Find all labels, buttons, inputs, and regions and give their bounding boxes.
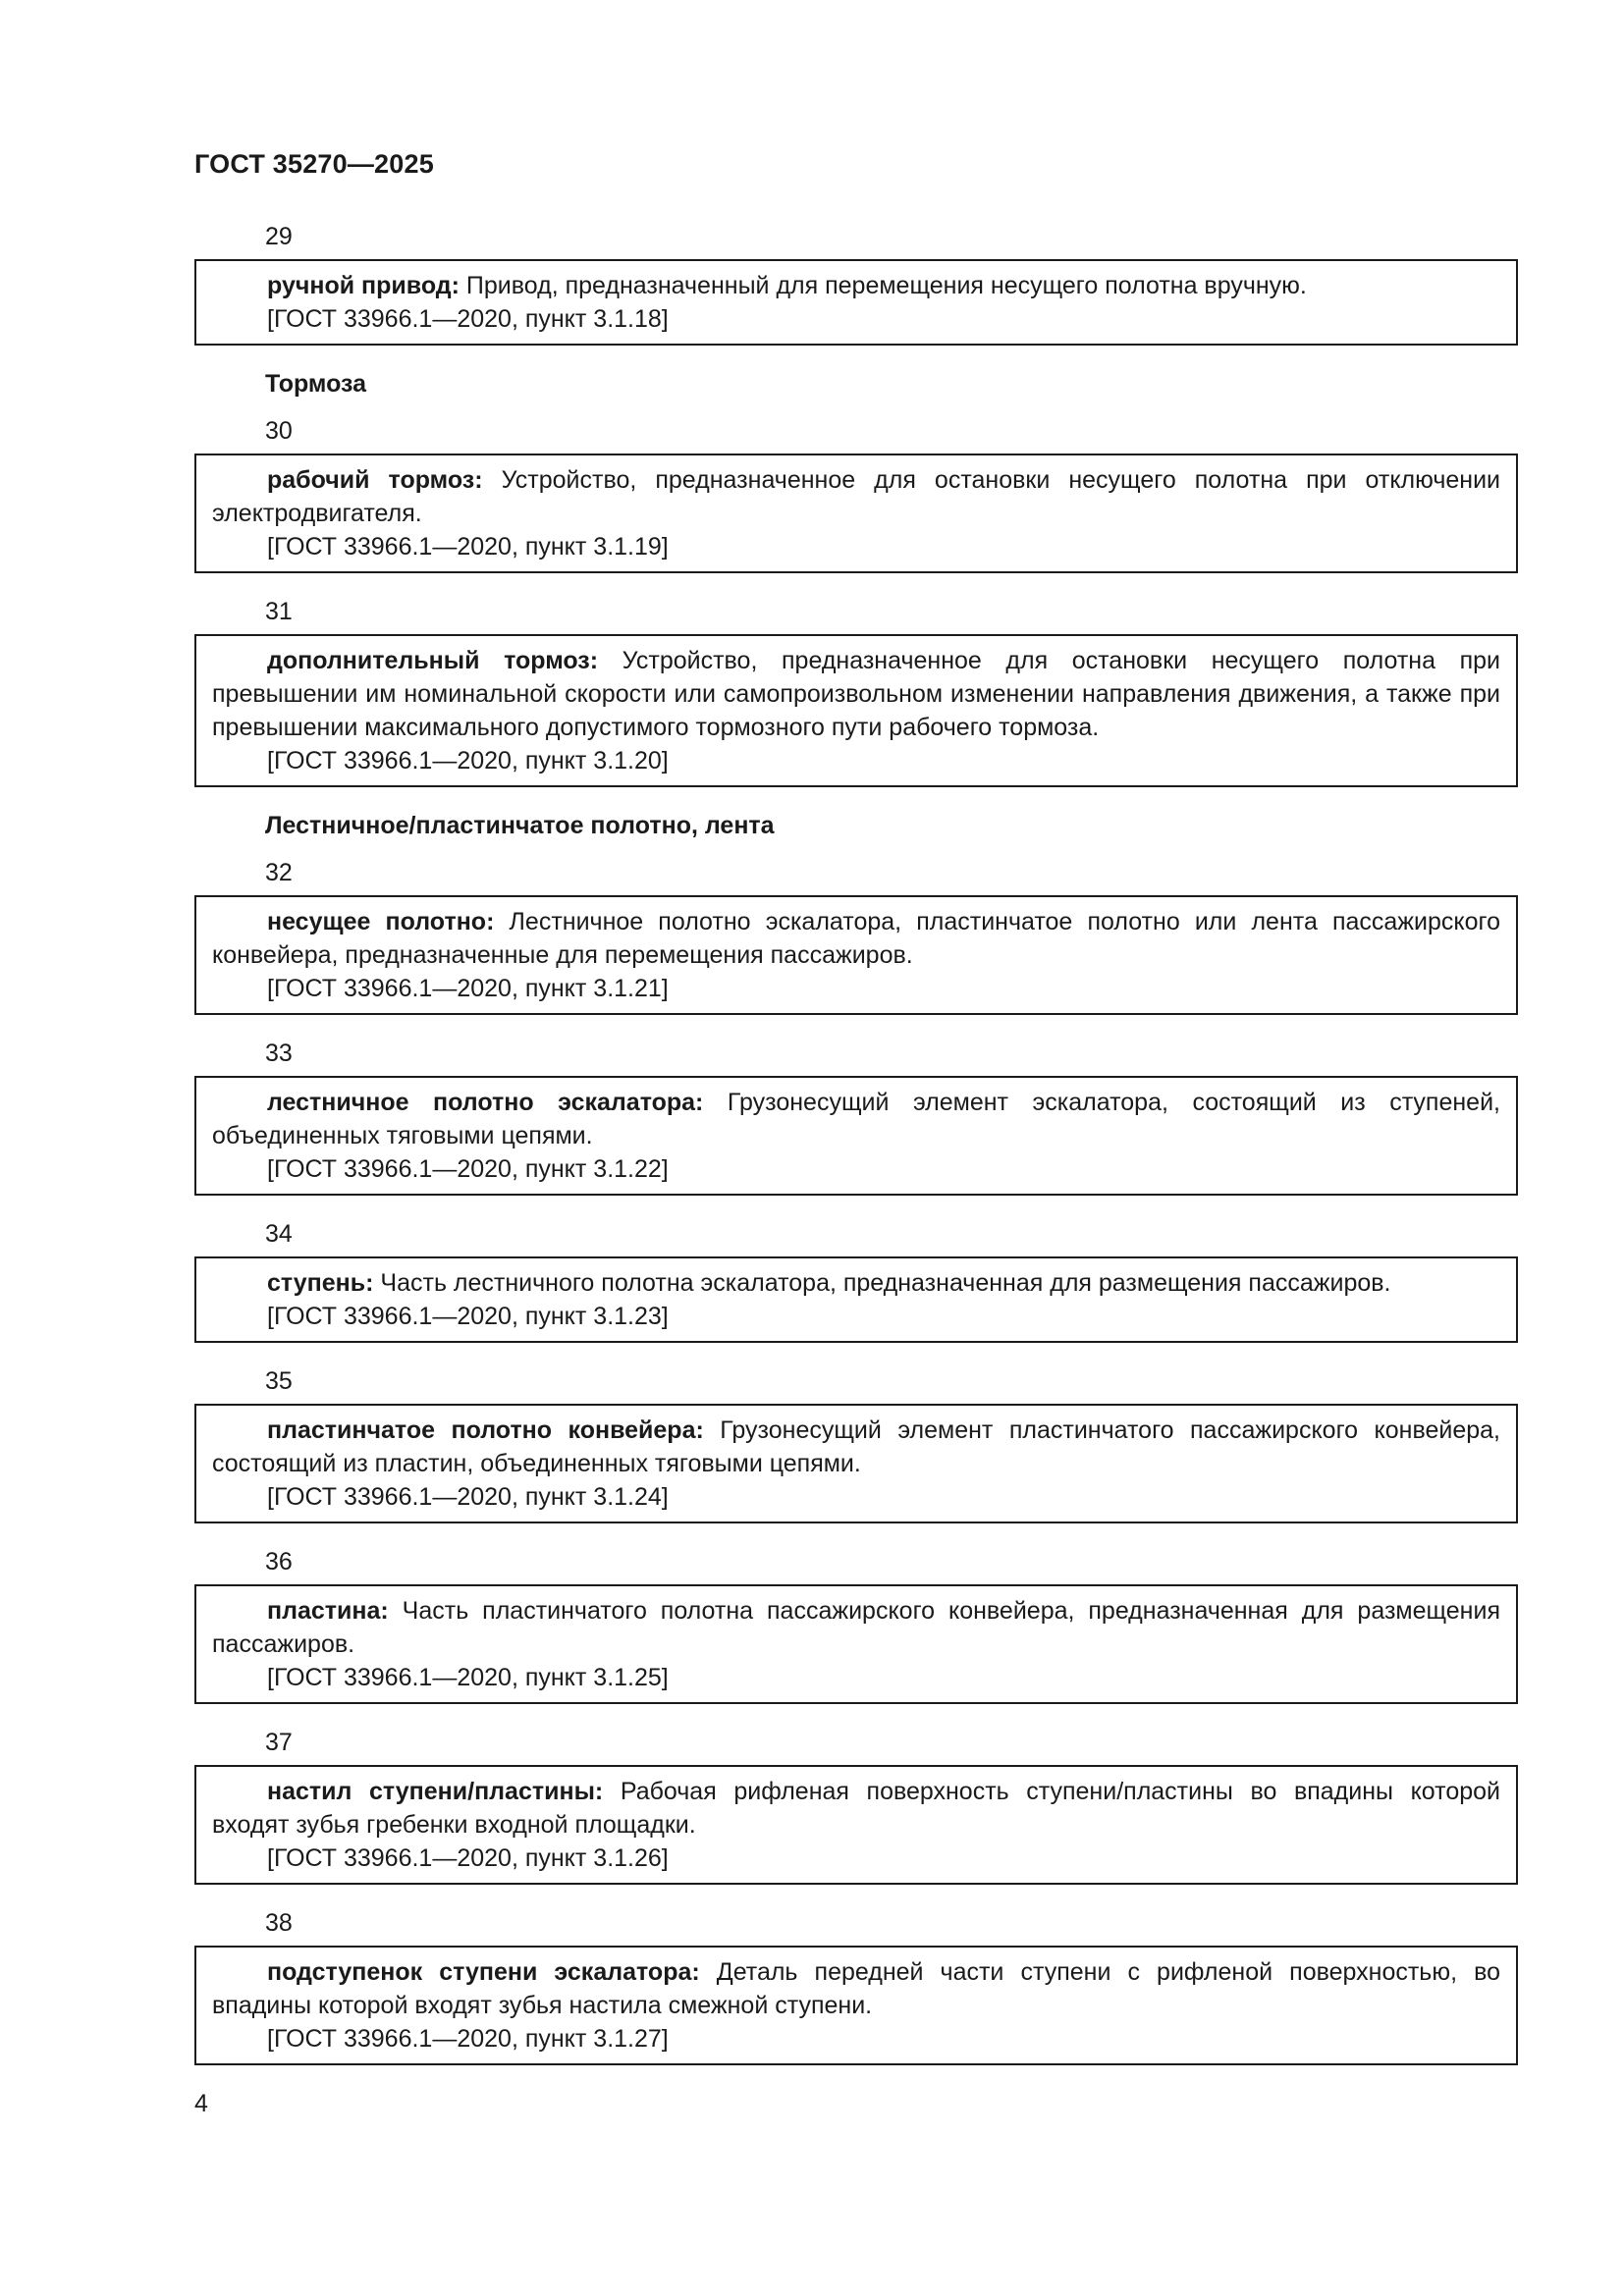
term-number: 33 [265,1040,293,1067]
term-reference: [ГОСТ 33966.1—2020, пункт 3.1.23] [267,1303,669,1330]
term-definition [212,644,1500,744]
term-number: 34 [265,1220,293,1248]
term-entry [194,595,1518,787]
term-definition [212,1955,1500,2022]
term-reference: [ГОСТ 33966.1—2020, пункт 3.1.25] [267,1664,669,1691]
term-reference: [ГОСТ 33966.1—2020, пункт 3.1.18] [267,305,669,333]
term-number: 30 [265,417,293,445]
term-box [194,634,1518,787]
term-box [194,1404,1518,1523]
term-reference: [ГОСТ 33966.1—2020, пункт 3.1.22] [267,1155,669,1183]
term-entry [194,856,1518,1015]
term-name: подступенок ступени эскалатора: [267,1958,700,1986]
term-box [194,1076,1518,1196]
term-box [194,1765,1518,1885]
term-definition [212,1266,1500,1300]
term-name: ступень: [267,1269,374,1297]
term-definition [212,1414,1500,1480]
term-entry [194,414,1518,573]
term-definition [212,463,1500,530]
term-definition-text: Грузонесущий элемент эскалатора, состоящий из ступеней, объединенных тяговыми цепями. [212,1089,1500,1149]
term-box [194,259,1518,346]
term-definition-text: Деталь передней части ступени с рифленой поверхностью, во впадины которой входят зубья настила смежной ступени. [212,1958,1500,2019]
term-definition [212,269,1500,302]
term-box [194,1946,1518,2065]
term-box [194,1584,1518,1704]
term-number: 37 [265,1729,293,1756]
term-number: 29 [265,223,293,250]
term-definition-text: Грузонесущий элемент пластинчатого пассажирского конвейера, состоящий из пластин, объединенных тяговыми цепями. [212,1416,1500,1477]
term-name: дополнительный тормоз: [267,647,599,674]
term-entry [194,1364,1518,1523]
term-definition-text: Часть пластинчатого полотна пассажирского конвейера, предназначенная для размещения пассажиров. [212,1597,1500,1658]
term-number: 35 [265,1367,293,1395]
term-definition [212,1775,1500,1842]
term-number: 31 [265,598,293,625]
term-entry [194,1545,1518,1704]
term-definition-text: Устройство, предназначенное для остановки несущего полотна при превышении им номинальной скорости или самопроизвольном изменении направления движения, а также при превышении максимального допустимого тормозного пути рабочего тормоза. [212,647,1501,741]
term-definition [212,905,1500,972]
term-reference: [ГОСТ 33966.1—2020, пункт 3.1.21] [267,975,669,1002]
term-name: пластина: [267,1597,389,1625]
section-heading: Лестничное/пластинчатое полотно, лента [265,812,775,839]
term-entry [194,1217,1518,1343]
section-heading: Тормоза [265,370,367,398]
term-reference: [ГОСТ 33966.1—2020, пункт 3.1.20] [267,747,669,774]
term-reference: [ГОСТ 33966.1—2020, пункт 3.1.27] [267,2025,669,2053]
document-header: ГОСТ 35270—2025 [194,149,434,179]
term-name: ручной привод: [267,272,460,299]
term-definition-text: Рабочая рифленая поверхность ступени/пластины во впадины которой входят зубья гребенки входной площадки. [212,1778,1500,1839]
term-definition-text: Привод, предназначенный для перемещения несущего полотна вручную. [459,272,1307,299]
term-name: несущее полотно: [267,908,495,935]
term-reference: [ГОСТ 33966.1—2020, пункт 3.1.24] [267,1483,669,1511]
term-name: рабочий тормоз: [267,466,483,494]
term-reference: [ГОСТ 33966.1—2020, пункт 3.1.19] [267,533,669,561]
term-number: 36 [265,1548,293,1575]
term-box [194,454,1518,573]
term-entry [194,1906,1518,2065]
term-definition-text: Устройство, предназначенное для остановки несущего полотна при отключении электродвигателя. [212,466,1500,527]
term-definition [212,1594,1500,1661]
term-number: 38 [265,1909,293,1937]
term-entry [194,1726,1518,1885]
term-entry [194,1037,1518,1196]
page-number: 4 [194,2090,208,2117]
term-number: 32 [265,859,293,886]
terms-list [194,220,1518,2087]
term-box [194,895,1518,1015]
term-box [194,1256,1518,1343]
term-name: лестничное полотно эскалатора: [267,1089,704,1116]
term-name: настил ступени/пластины: [267,1778,604,1805]
term-name: пластинчатое полотно конвейера: [267,1416,704,1444]
term-definition [212,1086,1500,1152]
term-entry [194,220,1518,346]
term-definition-text: Часть лестничного полотна эскалатора, предназначенная для размещения пассажиров. [373,1269,1391,1297]
term-reference: [ГОСТ 33966.1—2020, пункт 3.1.26] [267,1844,669,1872]
term-definition-text: Лестничное полотно эскалатора, пластинчатое полотно или лента пассажирского конвейера, предназначенные для перемещения пассажиров. [212,908,1500,969]
